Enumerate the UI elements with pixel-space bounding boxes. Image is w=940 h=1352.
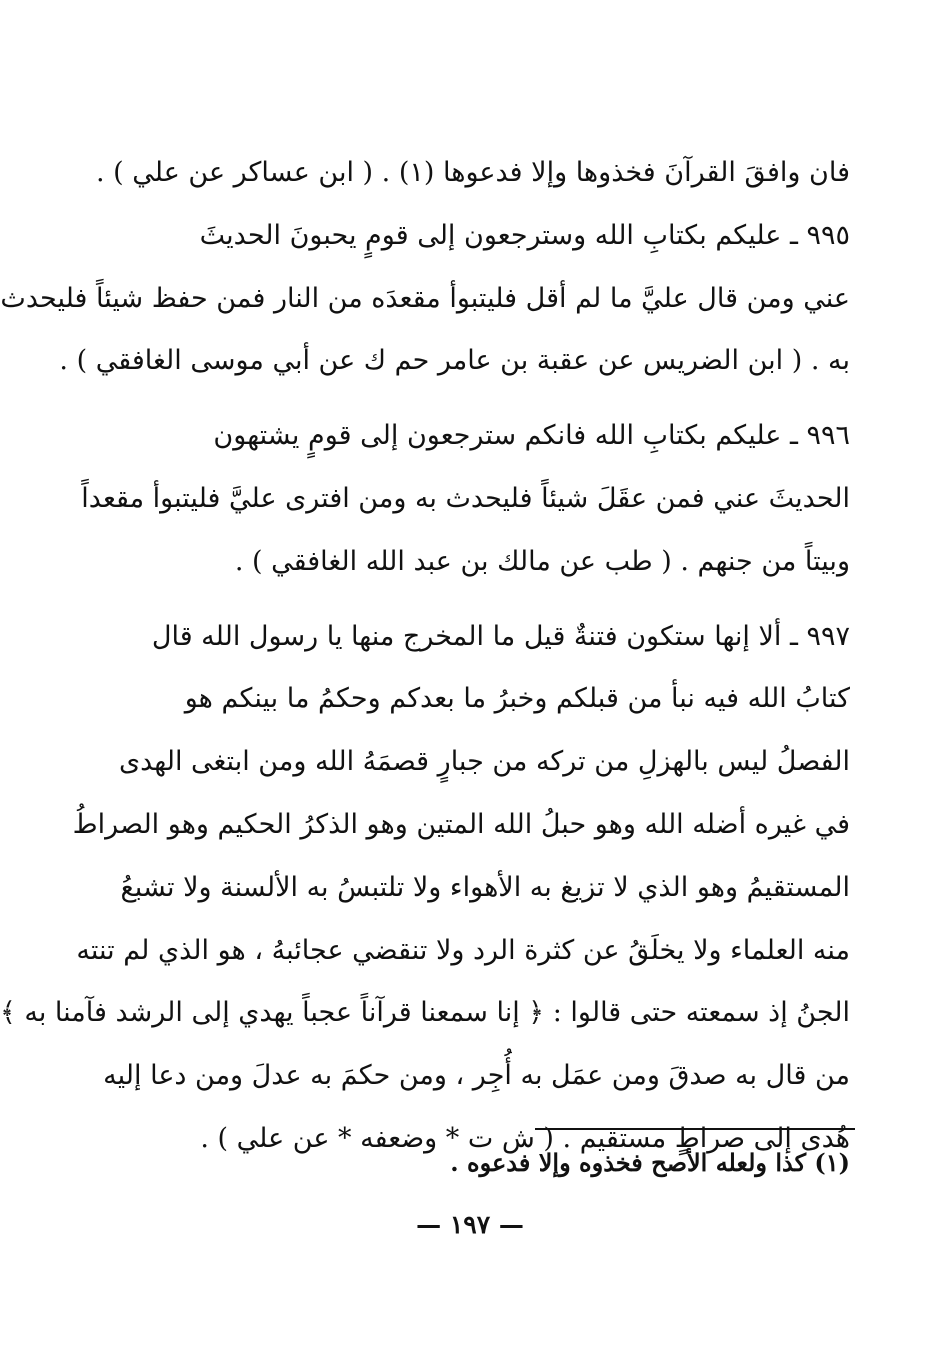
text-line: هُدى إلى صراطٍ مستقيم . ( ش ت * وضعفه * عن علي ) . xyxy=(200,1122,850,1154)
text-line: الحديثَ عني فمن عقَلَ شيئاً فليحدث به ومن افترى عليَّ فليتبوأ مقعداً xyxy=(81,482,850,514)
text-line: من قال به صدقَ ومن عمَل به أُجِر ، ومن حكمَ به عدلَ ومن دعا إليه xyxy=(103,1060,850,1092)
text-line: ٩٩٦ ـ عليكم بكتابِ الله فانكم سترجعون إلى قومٍ يشتهون xyxy=(213,420,850,452)
page-number: — ١٩٧ — xyxy=(416,1210,524,1239)
text-line: فان وافقَ القرآنَ فخذوها وإلا فدعوها (١) . ( ابن عساكر عن علي ) . xyxy=(95,157,850,188)
footnote: (١) كذا ولعله الأصح فخذوه وإلا فدعوه . xyxy=(450,1148,850,1177)
paragraph-gap xyxy=(140,594,850,606)
text-line: به . ( ابن الضريس عن عقبة بن عامر حم ك عن أبي موسى الغافقي ) . xyxy=(59,345,850,377)
main-text xyxy=(0,142,850,1171)
footnote-divider xyxy=(535,1128,855,1130)
text-line: وبيتاً من جنهم . ( طب عن مالك بن عبد الله الغافقي ) . xyxy=(234,545,850,577)
text-line: ٩٩٥ ـ عليكم بكتابِ الله وسترجعون إلى قومٍ يحبونَ الحديثَ xyxy=(199,219,850,251)
paragraph-gap xyxy=(140,393,850,405)
text-line: الجنُ إذ سمعته حتى قالوا : ﴿ إنا سمعنا قرآناً عجباً يهدي إلى الرشد فآمنا به ﴾ xyxy=(0,997,850,1029)
text-line: المستقيمُ وهو الذي لا تزيغ به الأهواء ولا تلتبسُ به الألسنة ولا تشبعُ xyxy=(120,871,850,903)
text-line: عني ومن قال عليَّ ما لم أقل فليتبوأ مقعدَه من النار فمن حفظ شيئاً فليحدث xyxy=(0,282,850,314)
text-line: ٩٩٧ ـ ألا إنها ستكون فتنةٌ قيل ما المخرج منها يا رسول الله قال xyxy=(151,620,850,652)
text-line: في غيره أضله الله وهو حبلُ الله المتين وهو الذكرُ الحكيم وهو الصراطُ xyxy=(72,808,850,840)
text-line: الفصلُ ليس بالهزلِ من تركه من جبارٍ قصمَهُ الله ومن ابتغى الهدى xyxy=(118,746,850,778)
text-line: منه العلماء ولا يخلَقُ عن كثرة الرد ولا تنقضي عجائبهُ ، هو الذي لم تنته xyxy=(76,934,850,966)
text-line: كتابُ الله فيه نبأ من قبلكم وخبرُ ما بعدكم وحكمُ ما بينكم هو xyxy=(184,683,850,715)
